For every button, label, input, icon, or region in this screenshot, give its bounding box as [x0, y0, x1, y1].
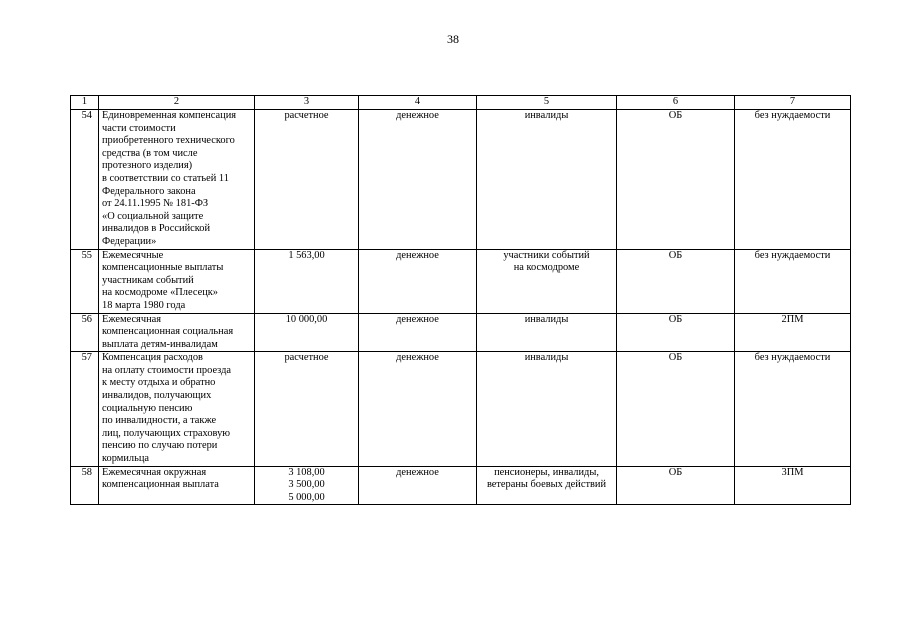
benefit-name-line: лиц, получающих страховую [102, 427, 231, 439]
budget-source: ОБ [617, 249, 735, 313]
amount-line: 10 000,00 [285, 313, 328, 325]
recipients-line: инвалиды [524, 110, 569, 121]
benefit-name [99, 249, 255, 313]
amount-line: 1 563,00 [288, 249, 325, 261]
benefit-form: денежное [359, 249, 477, 313]
benefit-name-line: компенсационная социальная [102, 326, 234, 338]
benefit-name-line: к месту отдыха и обратно [102, 377, 216, 389]
benefit-form: денежное [359, 352, 477, 466]
benefit-name [99, 466, 255, 505]
benefit-amount [255, 249, 359, 313]
column-header: 2 [99, 96, 255, 110]
amount-line: расчетное [284, 110, 329, 121]
benefit-name-line: средства (в том числе [102, 147, 198, 159]
benefit-name-line: пенсию по случаю потери [102, 440, 218, 452]
column-header: 7 [735, 96, 851, 110]
eligibility-criteria: без нуждаемости [735, 249, 851, 313]
benefit-recipients [477, 352, 617, 466]
recipients-line: инвалиды [524, 352, 569, 364]
benefit-name-line: на космодроме «Плесецк» [102, 287, 219, 299]
amount-line: 3 108,00 [288, 466, 325, 478]
benefit-name [99, 110, 255, 250]
benefit-name-line: на оплату стоимости проезда [102, 364, 231, 376]
column-number-row [71, 96, 851, 110]
benefit-recipients [477, 110, 617, 250]
budget-source: ОБ [617, 110, 735, 250]
benefit-recipients [477, 313, 617, 352]
benefit-form: денежное [359, 466, 477, 505]
budget-source: ОБ [617, 313, 735, 352]
row-number: 55 [71, 249, 99, 313]
benefit-amount [255, 110, 359, 250]
table-row [71, 352, 851, 466]
column-header: 6 [617, 96, 735, 110]
amount-line: 3 500,00 [288, 479, 325, 491]
benefit-form: денежное [359, 313, 477, 352]
table-row [71, 466, 851, 505]
benefit-name-line: Ежемесячная окружная [102, 466, 207, 478]
benefit-name-line: участникам событий [102, 274, 194, 286]
column-header: 5 [477, 96, 617, 110]
benefit-name-line: приобретенного технического [102, 135, 235, 147]
benefit-amount [255, 352, 359, 466]
eligibility-criteria: без нуждаемости [735, 110, 851, 250]
benefit-name-line: Единовременная компенсация [102, 110, 237, 121]
eligibility-criteria: 3ПМ [735, 466, 851, 505]
eligibility-criteria: 2ПМ [735, 313, 851, 352]
table-row [71, 313, 851, 352]
row-number: 58 [71, 466, 99, 505]
row-number: 57 [71, 352, 99, 466]
column-header: 4 [359, 96, 477, 110]
benefit-name-line: выплата детям-инвалидам [102, 338, 218, 350]
amount-line: расчетное [284, 352, 329, 364]
benefit-form: денежное [359, 110, 477, 250]
benefit-name [99, 313, 255, 352]
amount-line: 5 000,00 [288, 491, 325, 503]
benefit-name-line: Федерации» [102, 235, 157, 247]
benefit-name-line: компенсационная выплата [102, 479, 219, 491]
column-header: 1 [71, 96, 99, 110]
benefit-recipients [477, 466, 617, 505]
benefit-recipients [477, 249, 617, 313]
benefit-name-line: инвалидов в Российской [102, 223, 211, 235]
benefit-amount [255, 313, 359, 352]
table-row [71, 249, 851, 313]
recipients-line: пенсионеры, инвалиды, [494, 466, 599, 478]
benefit-name-line: «О социальной защите [102, 210, 204, 222]
benefit-name-line: от 24.11.1995 № 181-ФЗ [102, 198, 209, 210]
benefit-name-line: протезного изделия) [102, 160, 193, 172]
recipients-line: инвалиды [524, 313, 569, 325]
benefit-name-line: Ежемесячные [102, 249, 164, 261]
page-number: 38 [447, 32, 459, 46]
benefits-table [70, 95, 851, 505]
benefit-amount [255, 466, 359, 505]
table-row [71, 110, 851, 250]
benefit-name-line: 18 марта 1980 года [102, 299, 186, 311]
budget-source: ОБ [617, 466, 735, 505]
benefit-name [99, 352, 255, 466]
benefit-name-line: компенсационные выплаты [102, 262, 224, 274]
benefit-name-line: социальную пенсию [102, 402, 193, 414]
budget-source: ОБ [617, 352, 735, 466]
column-header: 3 [255, 96, 359, 110]
recipients-line: на космодроме [513, 262, 580, 274]
recipients-line: участники событий [503, 249, 590, 261]
benefit-name-line: в соответствии со статьей 11 [102, 172, 229, 184]
benefit-name-line: инвалидов, получающих [102, 390, 212, 402]
benefit-name-line: Ежемесячная [102, 313, 162, 325]
benefit-name-line: части стоимости [102, 122, 176, 134]
benefit-name-line: Компенсация расходов [102, 352, 203, 364]
benefit-name-line: по инвалидности, а также [102, 415, 217, 427]
eligibility-criteria: без нуждаемости [735, 352, 851, 466]
row-number: 54 [71, 110, 99, 250]
benefit-name-line: кормильца [102, 453, 149, 465]
recipients-line: ветераны боевых действий [486, 479, 607, 491]
benefit-name-line: Федерального закона [102, 185, 196, 197]
row-number: 56 [71, 313, 99, 352]
